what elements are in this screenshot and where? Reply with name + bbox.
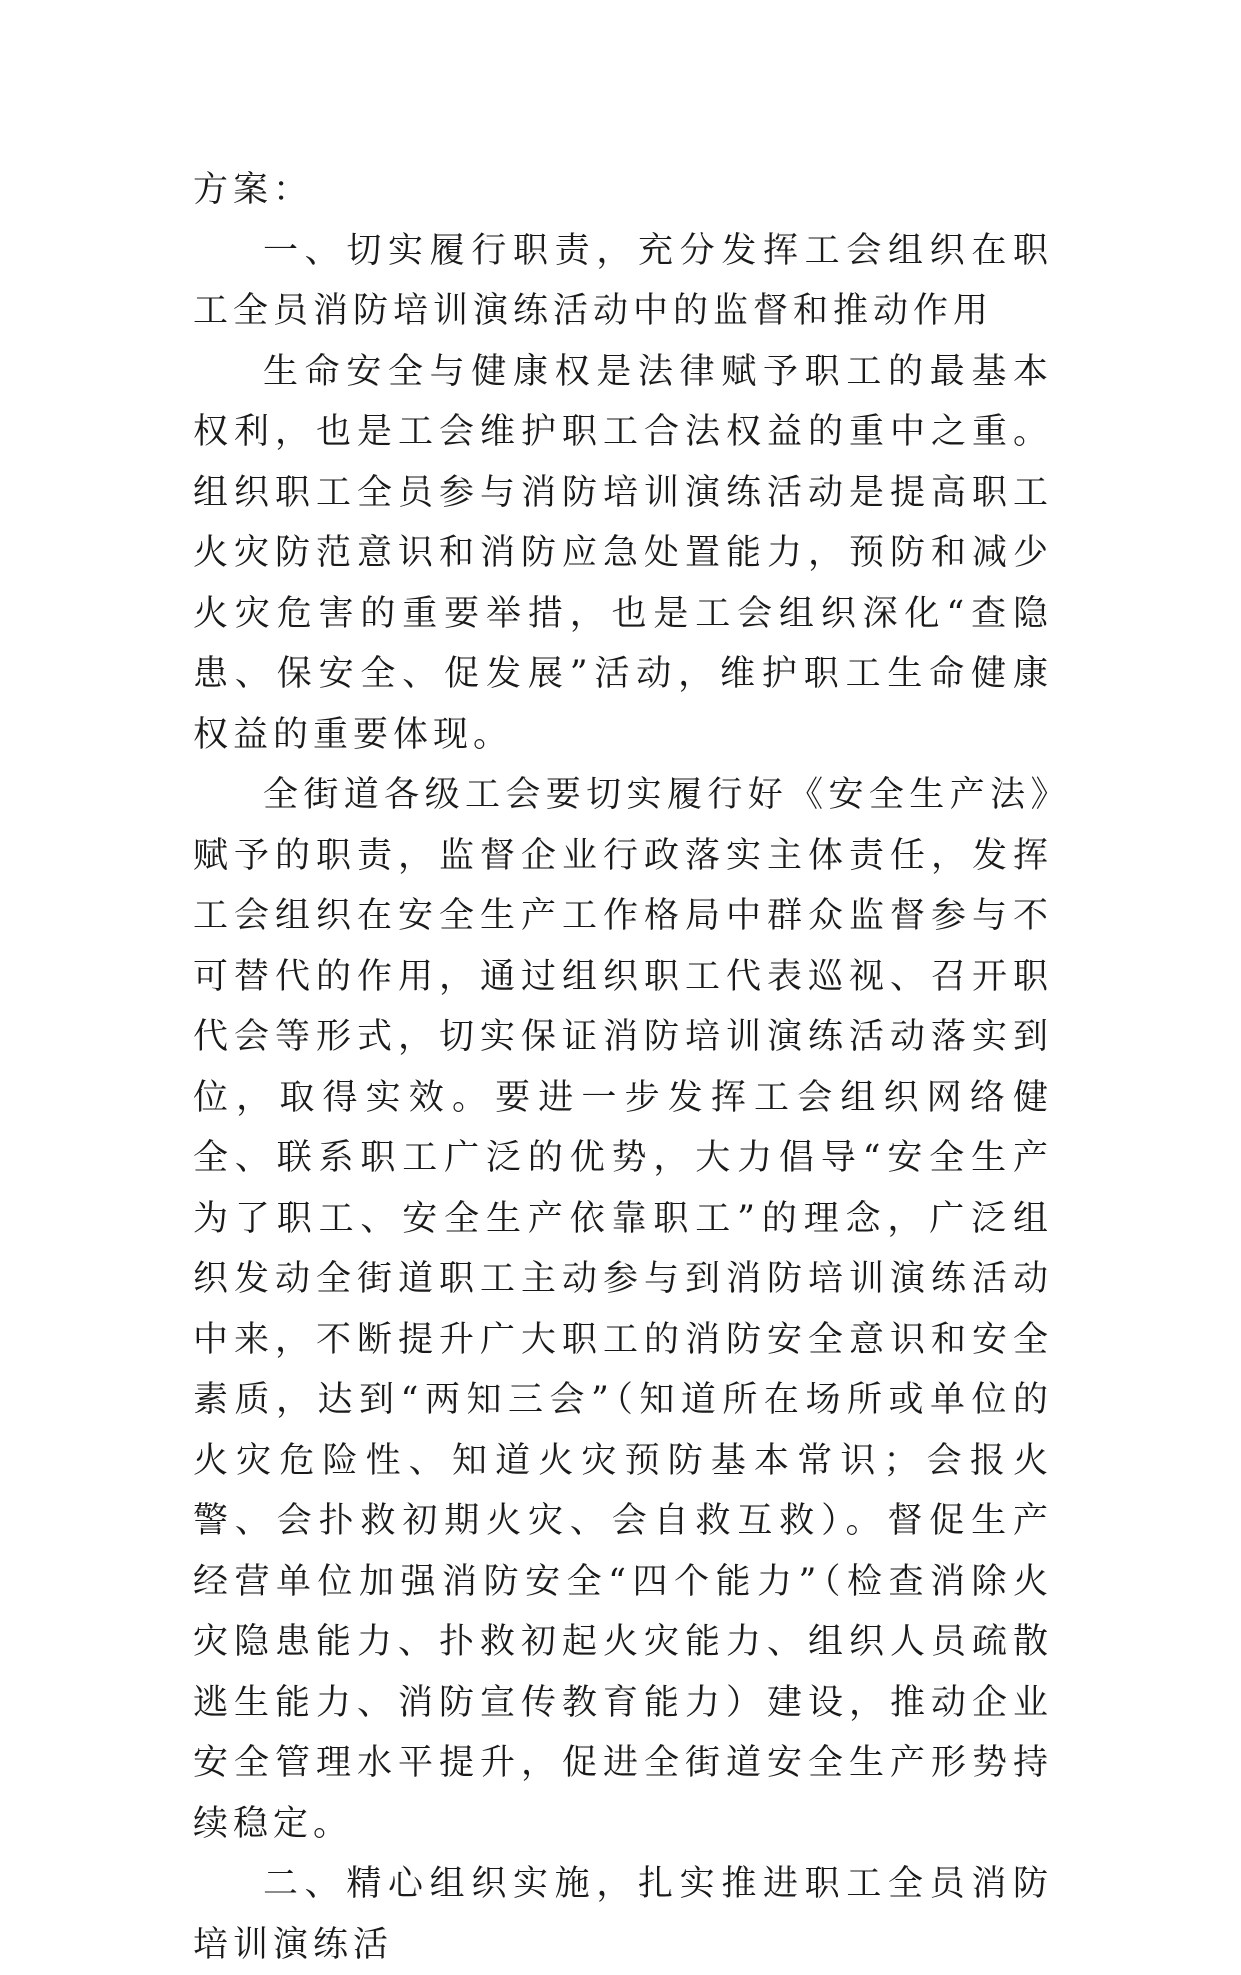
paragraph-body-2: 全街道各级工会要切实履行好《安全生产法》赋予的职责，监督企业行政落实主体责任，发挥工会组织在安全生产工作格局中群众监督参与不可替代的作用，通过组织职工代表巡视、召开职代会等形式，切实保证消防培训演练活动落实到位，取得实效。要进一步发挥工会组织网络健全、联系职工广泛的优势，大力倡导“安全生产为了职工、安全生产依靠职工”的理念，广泛组织发动全街道职工主动参与到消防培训演练活动中来，不断提升广大职工的消防安全意识和安全素质，达到“两知三会”（知道所在场所或单位的火灾危险性、知道火灾预防基本常识；会报火警、会扑救初期火灾、会自救互救）。督促生产经营单位加强消防安全“四个能力”（检查消除火灾隐患能力、扑救初起火灾能力、组织人员疏散逃生能力、消防宣传教育能力）建设，推动企业安全管理水平提升，促进全街道安全生产形势持续稳定。 (193, 775, 1053, 1844)
section-heading-1: 一、切实履行职责，充分发挥工会组织在职工全员消防培训演练活动中的监督和推动作用 (193, 230, 1053, 331)
paragraph-opening: 方案： (193, 170, 314, 210)
document-body (193, 160, 1053, 1975)
section-heading-2: 二、精心组织实施，扎实推进职工全员消防培训演练活 (193, 1864, 1053, 1965)
paragraph-body-1: 生命安全与健康权是法律赋予职工的最基本权利，也是工会维护职工合法权益的重中之重。组织职工全员参与消防培训演练活动是提高职工火灾防范意识和消防应急处置能力，预防和减少火灾危害的重要举措，也是工会组织深化“查隐患、保安全、促发展”活动，维护职工生命健康权益的重要体现。 (193, 351, 1053, 755)
